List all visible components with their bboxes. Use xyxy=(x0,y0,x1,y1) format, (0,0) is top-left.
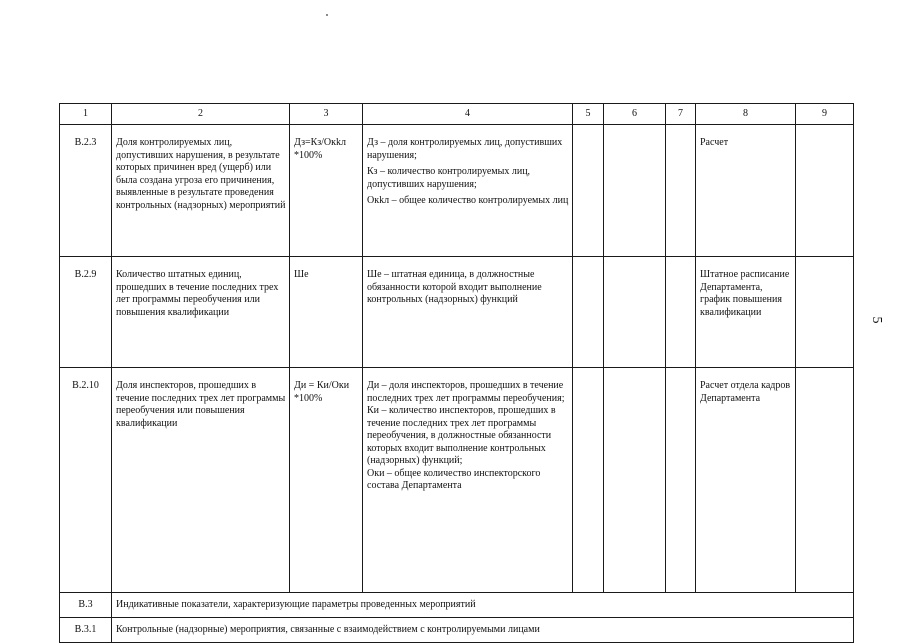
section-row xyxy=(60,618,854,643)
empty-cell xyxy=(796,125,854,257)
indicator-formula: Ди = Ки/Оки *100% xyxy=(290,368,363,593)
section-code: В.3.1 xyxy=(60,618,112,643)
section-title: Индикативные показатели, характеризующие параметры проведенных мероприятий xyxy=(112,593,854,618)
section-code: В.3 xyxy=(60,593,112,618)
header-cell: 1 xyxy=(60,104,112,125)
indicator-name: Доля контролируемых лиц, допустивших нарушения, в результате которых причинен вред (ущерб) или была создана угроза его причинения, выявленные в результате проведения контрольных (надзорных) мероприятий xyxy=(112,125,290,257)
empty-cell xyxy=(666,368,696,593)
empty-cell xyxy=(796,257,854,368)
indicator-definitions xyxy=(363,368,573,593)
indicator-source: Штатное расписание Департамента, график повышения квалификации xyxy=(696,257,796,368)
header-cell: 2 xyxy=(112,104,290,125)
indicators-table xyxy=(59,103,854,643)
indicator-definitions xyxy=(363,125,573,257)
header-row xyxy=(60,104,854,125)
empty-cell xyxy=(573,257,604,368)
definition-line: Оки – общее количество инспекторского состава Департамента xyxy=(367,467,541,491)
header-cell: 7 xyxy=(666,104,696,125)
definition-line: Окkл – общее количество контролируемых лиц xyxy=(367,195,569,206)
section-row xyxy=(60,593,854,618)
indicator-name: Доля инспекторов, прошедших в течение последних трех лет программы переобучения или повышения квалификации xyxy=(112,368,290,593)
indicator-code: В.2.3 xyxy=(60,125,112,257)
indicator-code: В.2.9 xyxy=(60,257,112,368)
empty-cell xyxy=(604,125,666,257)
indicator-formula: Шe xyxy=(290,257,363,368)
page-number: 5 xyxy=(869,316,884,324)
empty-cell xyxy=(796,368,854,593)
definition-line: Шe – штатная единица, в должностные обязанности которой входит выполнение контрольных (надзорных) функций xyxy=(367,269,542,305)
table-row xyxy=(60,368,854,593)
definition-line: Кз – количество контролируемых лиц, допустивших нарушения; xyxy=(367,166,531,190)
scan-speck xyxy=(326,14,328,16)
indicator-code: В.2.10 xyxy=(60,368,112,593)
section-title: Контрольные (надзорные) мероприятия, связанные с взаимодействием с контролируемыми лицами xyxy=(112,618,854,643)
indicator-source: Расчет отдела кадров Департамента xyxy=(696,368,796,593)
header-cell: 6 xyxy=(604,104,666,125)
header-cell: 9 xyxy=(796,104,854,125)
table-row xyxy=(60,125,854,257)
header-cell: 3 xyxy=(290,104,363,125)
header-cell: 5 xyxy=(573,104,604,125)
indicator-definitions xyxy=(363,257,573,368)
empty-cell xyxy=(604,368,666,593)
empty-cell xyxy=(573,125,604,257)
empty-cell xyxy=(573,368,604,593)
indicator-formula: Дз=Кз/Окkл *100% xyxy=(290,125,363,257)
header-cell: 4 xyxy=(363,104,573,125)
empty-cell xyxy=(666,257,696,368)
table-row xyxy=(60,257,854,368)
indicator-source: Расчет xyxy=(696,125,796,257)
definition-line: Ки – количество инспекторов, прошедших в течение последних трех лет программы переобучения, в должностные обязанности которых входит выполнение контрольных (надзорных) функций; xyxy=(367,405,556,466)
header-cell: 8 xyxy=(696,104,796,125)
definition-line: Дз – доля контролируемых лиц, допустивших нарушения; xyxy=(367,137,563,161)
empty-cell xyxy=(666,125,696,257)
empty-cell xyxy=(604,257,666,368)
indicator-name: Количество штатных единиц, прошедших в течение последних трех лет программы переобучения или повышения квалификации xyxy=(112,257,290,368)
definition-line: Ди – доля инспекторов, прошедших в течение последних трех лет программы переобучения; xyxy=(367,380,565,404)
